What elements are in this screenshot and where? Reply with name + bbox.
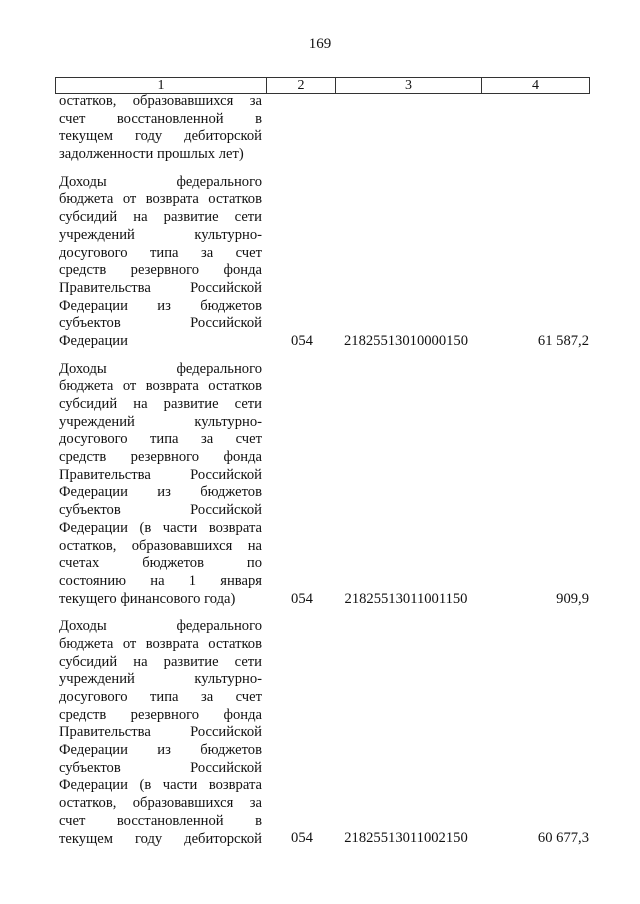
row-description <box>59 361 262 609</box>
description-line: досугового типа за счет <box>59 431 262 448</box>
header-col-1: 1 <box>56 78 267 93</box>
description-line: Правительства Российской <box>59 279 262 296</box>
description-line: субсидий на развитие сети <box>59 209 262 226</box>
row-description <box>59 618 262 848</box>
amount: 61 587,2 <box>537 332 589 349</box>
budget-code: 21825513011001150 <box>344 590 468 607</box>
description-line: Федерации <box>59 332 128 349</box>
description-line: субъектов Российской <box>59 759 262 776</box>
description-line: счетах бюджетов по <box>59 555 262 572</box>
description-line: учреждений культурно- <box>59 413 262 430</box>
budget-code: 21825513011002150 <box>344 830 468 847</box>
description-line: Доходы федерального <box>59 618 262 635</box>
description-line: досугового типа за счет <box>59 244 262 261</box>
budget-code: 21825513010000150 <box>343 332 469 349</box>
description-line: текущем году дебиторской <box>59 128 262 145</box>
admin-code: 054 <box>291 590 313 607</box>
description-line: Федерации из бюджетов <box>59 484 262 501</box>
description-line: остатков, образовавшихся за <box>59 795 262 812</box>
description-line: остатков, образовавшихся за <box>59 93 262 109</box>
description-line: Федерации из бюджетов <box>59 297 262 314</box>
table-row <box>59 361 589 609</box>
row-description <box>59 174 262 351</box>
description-line: состоянию на 1 января <box>59 572 262 589</box>
description-line: досугового типа за счет <box>59 689 262 705</box>
description-line: Доходы федерального <box>59 173 262 190</box>
description-line: средств резервного фонда <box>59 262 262 279</box>
description-line: средств резервного фонда <box>59 706 262 723</box>
description-line: счет восстановленной в <box>59 812 262 829</box>
admin-code: 054 <box>291 332 313 349</box>
description-line: учреждений культурно- <box>59 226 262 243</box>
header-col-3: 3 <box>336 78 482 93</box>
description-line: Федерации (в части возврата <box>59 519 262 536</box>
description-line: Доходы федерального <box>59 360 262 377</box>
description-line: учреждений культурно- <box>59 671 262 688</box>
description-line: задолженности прошлых лет) <box>59 146 244 163</box>
description-line: субсидий на развитие сети <box>59 653 262 670</box>
description-line: Федерации (в части возврата <box>59 777 262 794</box>
description-line: бюджета от возврата остатков <box>59 378 262 395</box>
table-row <box>59 618 589 848</box>
description-line: субсидий на развитие сети <box>59 396 262 412</box>
description-line: Федерации из бюджетов <box>59 742 262 759</box>
description-line: текущего финансового года) <box>59 590 236 607</box>
header-col-4: 4 <box>532 78 539 93</box>
description-line: остатков, образовавшихся на <box>59 537 262 554</box>
table-header <box>55 77 590 94</box>
table-body <box>59 93 589 858</box>
description-line: Правительства Российской <box>59 466 262 483</box>
description-line: бюджета от возврата остатков <box>59 635 262 652</box>
table-row <box>59 93 589 164</box>
description-line: средств резервного фонда <box>59 449 262 466</box>
page-number: 169 <box>308 36 332 52</box>
table-row <box>59 174 589 351</box>
description-line: бюджета от возврата остатков <box>59 191 262 208</box>
description-line: субъектов Российской <box>59 315 262 332</box>
description-line: Правительства Российской <box>59 724 262 741</box>
admin-code: 054 <box>291 830 313 847</box>
description-line: субъектов Российской <box>59 502 262 519</box>
row-description <box>59 93 262 164</box>
amount: 909,9 <box>556 590 589 607</box>
header-col-2: 2 <box>267 78 336 93</box>
description-line: счет восстановленной в <box>59 110 262 127</box>
amount: 60 677,3 <box>537 830 589 847</box>
description-line: текущем году дебиторской <box>59 830 262 847</box>
